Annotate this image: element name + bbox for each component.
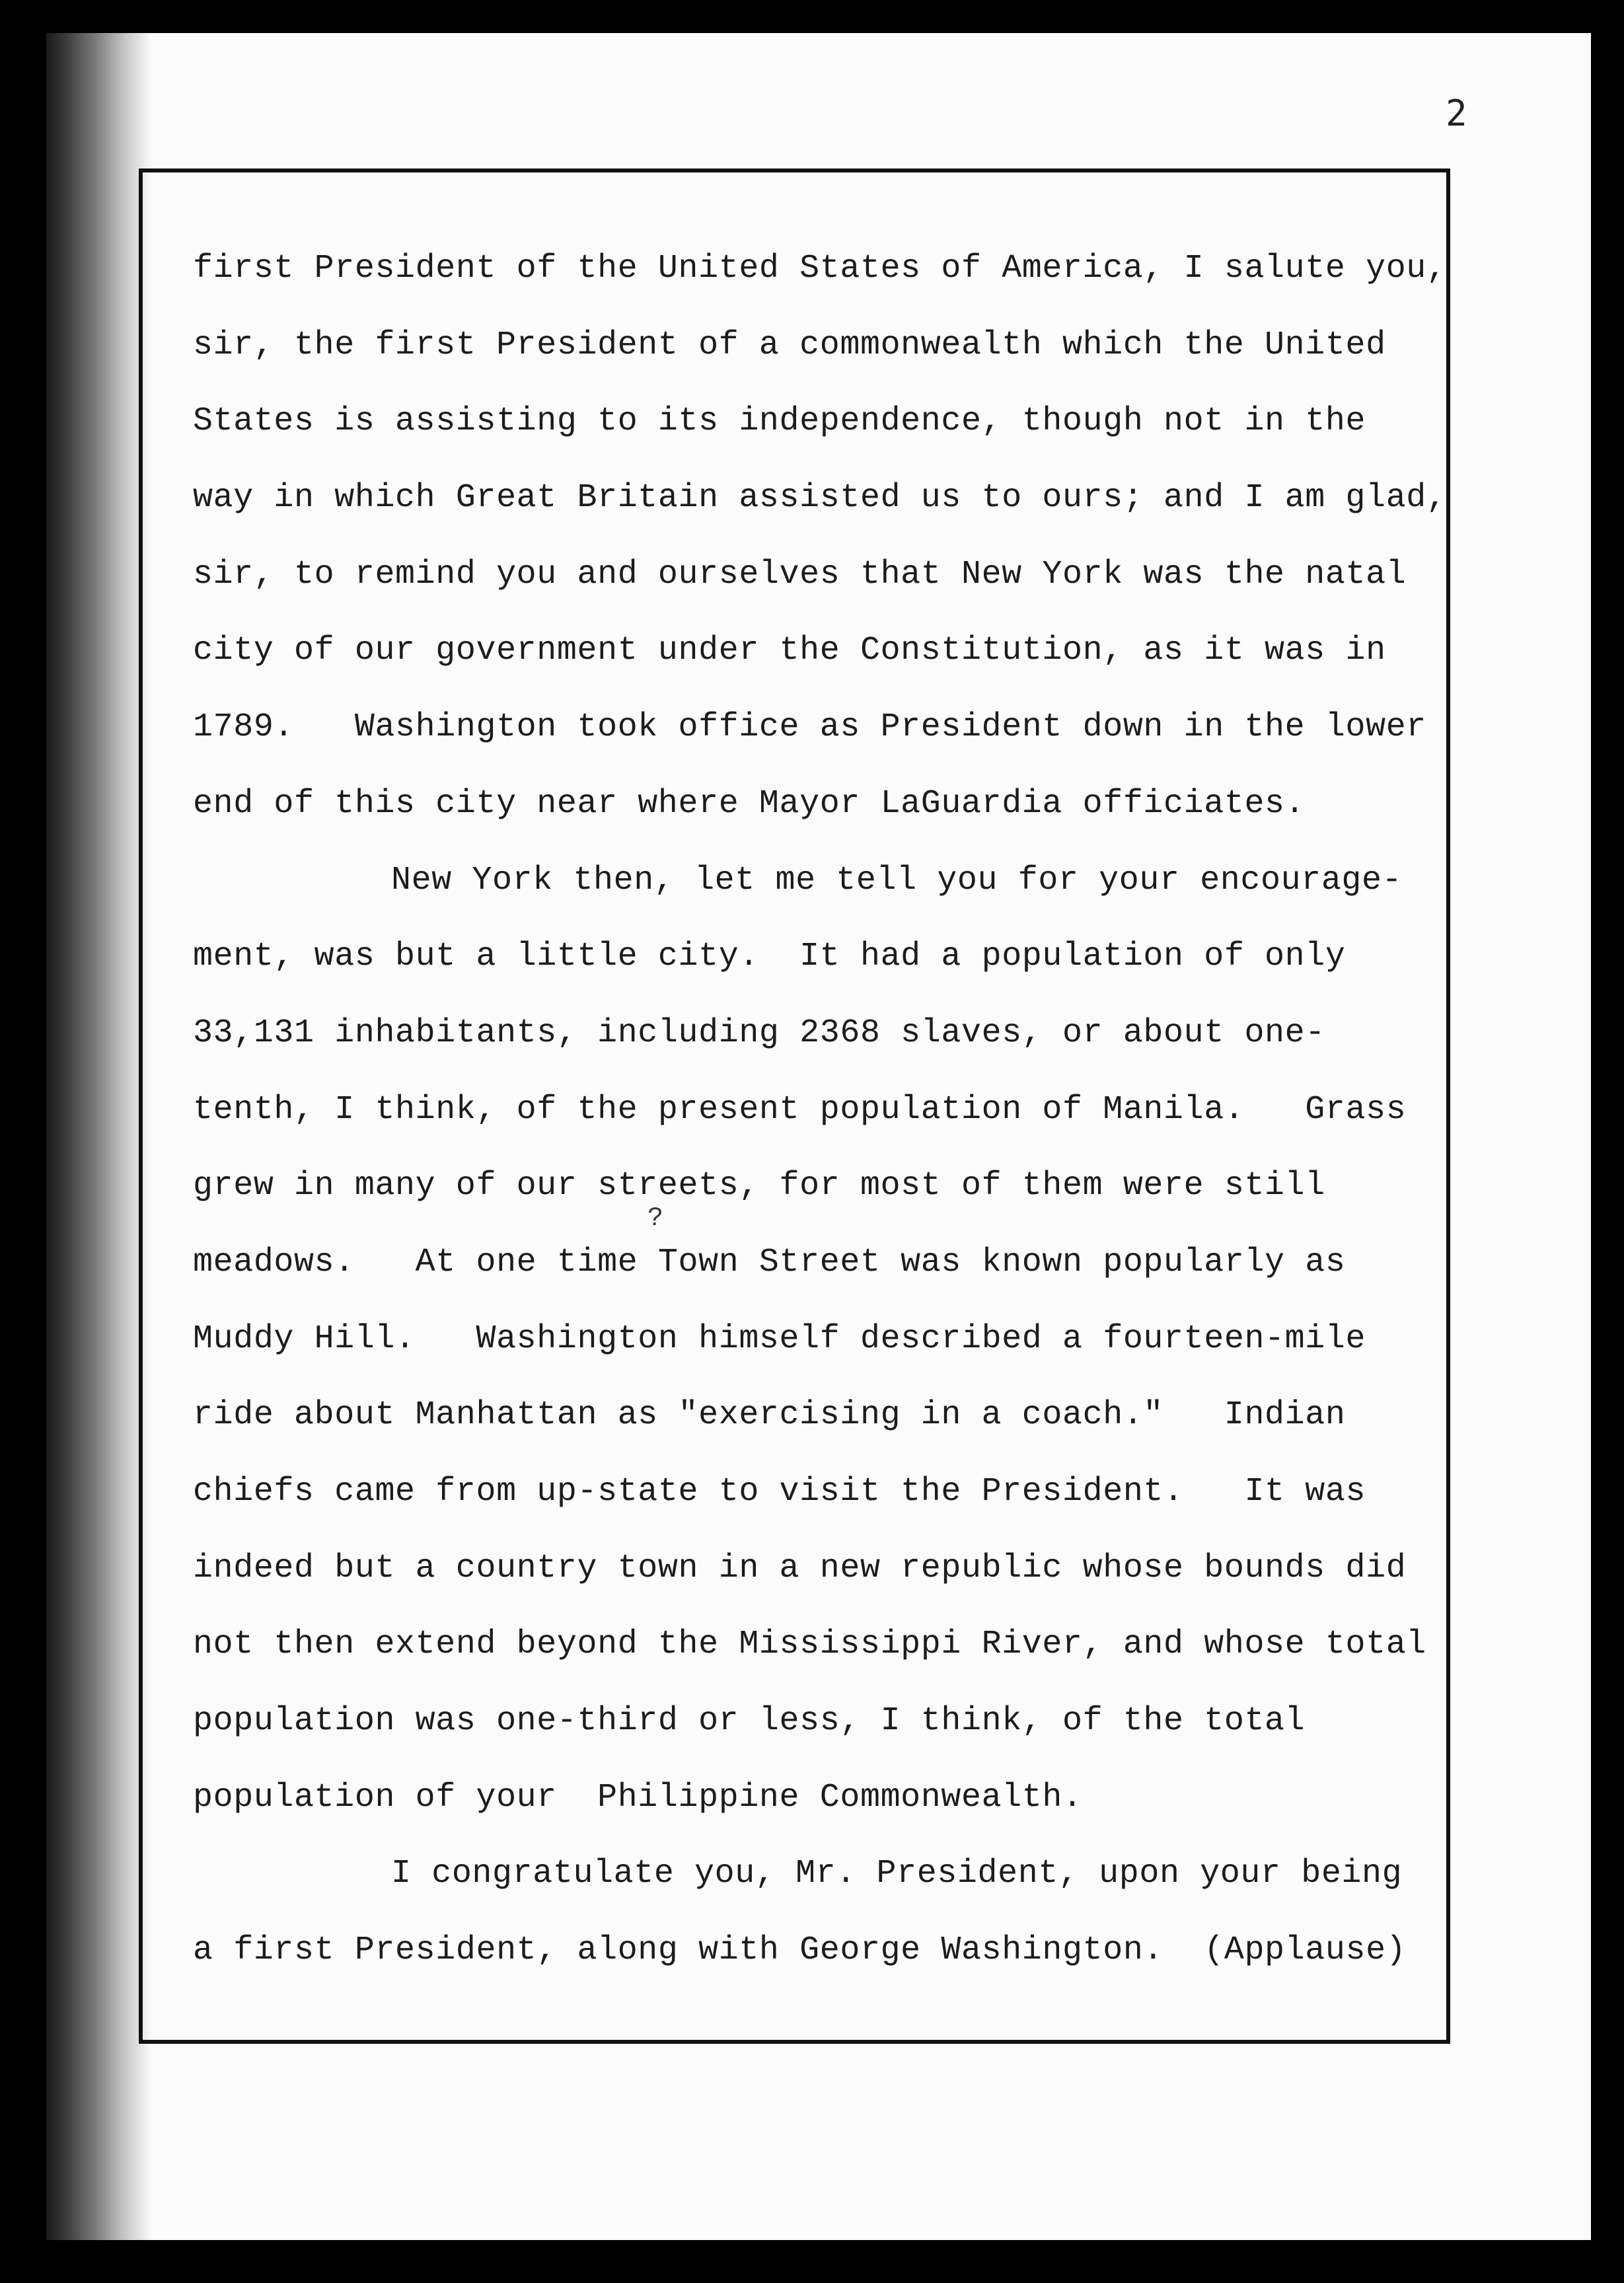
text-line: 1789. Washington took office as President down in the lower: [193, 708, 1426, 747]
text-line: ment, was but a little city. It had a population of only: [193, 938, 1346, 976]
paragraph-start-line: New York then, let me tell you for your encourage-: [391, 861, 1403, 899]
text-line: Muddy Hill. Washington himself described a fourteen-mile: [193, 1320, 1366, 1358]
text-line: States is assisting to its independence, though not in the: [193, 402, 1366, 441]
text-line: population was one-third or less, I think, of the total: [193, 1702, 1306, 1740]
text-line: chiefs came from up-state to visit the President. It was: [193, 1473, 1366, 1511]
text-line: sir, to remind you and ourselves that New York was the natal: [193, 555, 1407, 593]
text-line: indeed but a country town in a new republic whose bounds did: [193, 1549, 1407, 1587]
text-line: not then extend beyond the Mississippi River, and whose total: [193, 1626, 1426, 1664]
handwritten-question-mark: ?: [647, 1204, 664, 1234]
typed-text-body: [193, 246, 1447, 2004]
paragraph-start-line: I congratulate you, Mr. President, upon your being: [391, 1855, 1403, 1893]
page-edge-shadow: [46, 33, 152, 2240]
text-line: population of your Philippine Commonwealth.: [193, 1778, 1083, 1816]
text-line: a first President, along with George Washington. (Applause): [193, 1931, 1407, 1970]
text-line: way in which Great Britain assisted us to ours; and I am glad,: [193, 479, 1447, 517]
text-line: sir, the first President of a commonwealth which the United: [193, 326, 1386, 364]
text-line: meadows. At one time Town Street was known popularly as: [193, 1243, 1346, 1281]
text-line: first President of the United States of America, I salute you,: [193, 250, 1447, 287]
text-line: city of our government under the Constitution, as it was in: [193, 632, 1386, 670]
text-line: ride about Manhattan as "exercising in a coach." Indian: [193, 1396, 1346, 1435]
text-line: end of this city near where Mayor LaGuardia officiates.: [193, 784, 1306, 823]
text-line: 33,131 inhabitants, including 2368 slaves, or about one-: [193, 1014, 1325, 1052]
text-line: tenth, I think, of the present population of Manila. Grass: [193, 1090, 1407, 1129]
page-number: 2: [1446, 93, 1467, 134]
text-line: grew in many of our streets, for most of them were still: [193, 1167, 1325, 1205]
